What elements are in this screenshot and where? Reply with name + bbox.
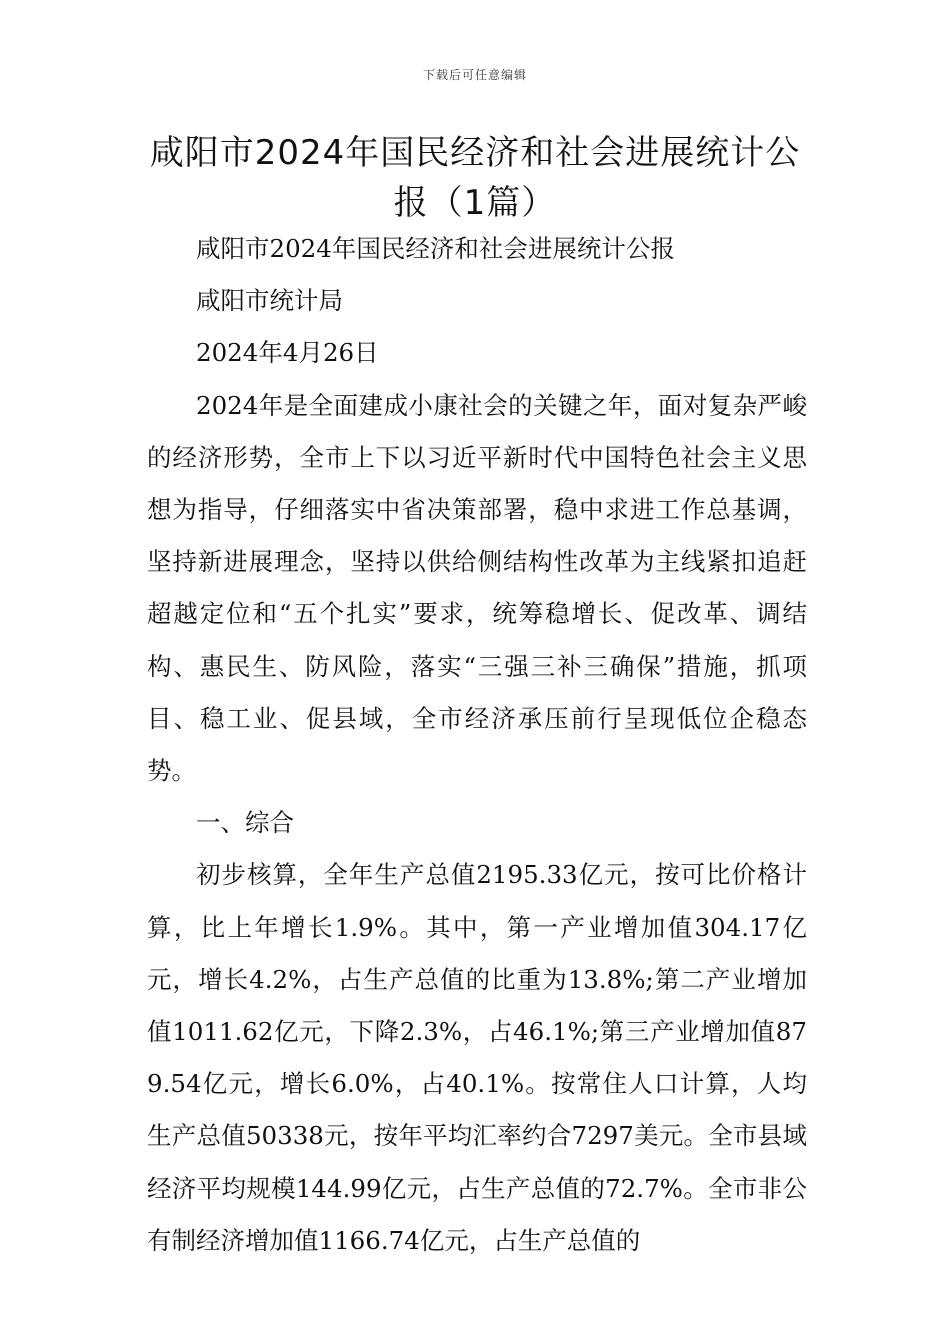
- intro-paragraph: 2024年是全面建成小康社会的关键之年，面对复杂严峻的经济形势，全市上下以习近平新时代中国特色社会主义思想为指导，仔细落实中省决策部署，稳中求进工作总基调，坚持新进展理念，坚持以供给侧结构性改革为主线紧扣追赶超越定位和“五个扎实”要求，统筹稳增长、促改革、调结构、惠民生、防风险，落实“三强三补三确保”措施，抓项目、稳工业、促县域，全市经济承压前行呈现低位企稳态势。: [147, 390, 807, 786]
- section-heading: 一、综合: [196, 808, 294, 838]
- overview-paragraph: 初步核算，全年生产总值2195.33亿元，按可比价格计算，比上年增长1.9%。其中，第一产业增加值304.17亿元，增长4.2%，占生产总值的比重为13.8%;第二产业增加值1011.62亿元，下降2.3%，占46.1%;第三产业增加值879.54亿元，增长6.0%，占40.1%。按常住人口计算，人均生产总值50338元，按年平均汇率约合7297美元。全市县域经济平均规模144.99亿元，占生产总值的72.7%。全市非公有制经济增加值1166.74亿元，占生产总值的: [147, 860, 807, 1255]
- date-paragraph: 2024年4月26日: [196, 338, 379, 368]
- issuer-paragraph: 咸阳市统计局: [196, 286, 343, 316]
- document-body: [147, 223, 807, 1267]
- header-note: 下载后可任意编辑: [422, 68, 527, 82]
- subtitle-paragraph: 咸阳市2024年国民经济和社会进展统计公报: [196, 234, 675, 263]
- document-title: 咸阳市2024年国民经济和社会进展统计公报（1篇）: [149, 133, 801, 223]
